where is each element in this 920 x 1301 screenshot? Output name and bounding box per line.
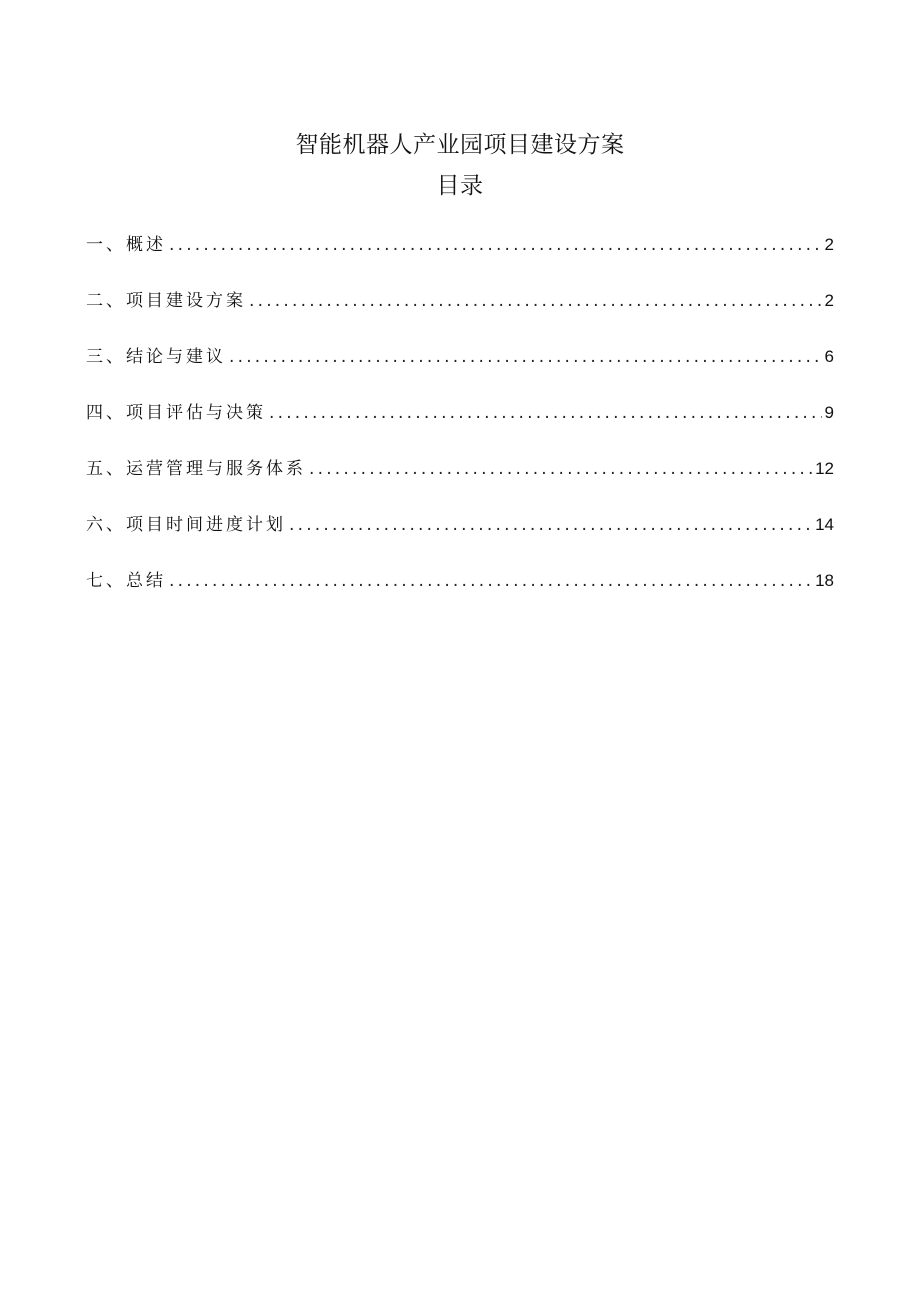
toc-entry-summary[interactable] — [86, 566, 834, 622]
toc-entry-construction-plan[interactable] — [86, 286, 834, 342]
toc-dot-leader — [229, 342, 822, 372]
toc-entry-label: 四、项目评估与决策 — [86, 403, 266, 423]
toc-entry-label: 三、结论与建议 — [86, 347, 226, 367]
toc-entry-label: 六、项目时间进度计划 — [86, 515, 286, 535]
toc-entry-conclusions[interactable] — [86, 342, 834, 398]
toc-page-number: 6 — [824, 347, 834, 366]
toc-dot-leader — [169, 230, 822, 260]
toc-dot-leader — [169, 566, 812, 596]
document-title: 智能机器人产业园项目建设方案 — [295, 132, 625, 158]
toc-dot-leader — [249, 286, 822, 316]
toc-page-number: 18 — [815, 571, 834, 590]
toc-dot-leader — [269, 398, 822, 428]
toc-entry-evaluation[interactable] — [86, 398, 834, 454]
toc-dot-leader — [289, 510, 812, 540]
toc-heading: 目录 — [436, 173, 484, 199]
toc-dot-leader — [309, 454, 812, 484]
toc-page-number: 9 — [824, 403, 834, 422]
toc-page-number: 2 — [824, 235, 834, 254]
toc-entry-schedule[interactable] — [86, 510, 834, 566]
toc-entry-label: 一、概述 — [86, 235, 166, 255]
toc-page-number: 14 — [815, 515, 834, 534]
toc-entry-overview[interactable] — [86, 230, 834, 286]
toc-entry-label: 二、项目建设方案 — [86, 291, 246, 311]
table-of-contents — [86, 230, 834, 622]
toc-page-number: 12 — [815, 459, 834, 478]
toc-entry-label: 五、运营管理与服务体系 — [86, 459, 306, 479]
toc-page-number: 2 — [824, 291, 834, 310]
toc-entry-label: 七、总结 — [86, 571, 166, 591]
toc-entry-operations[interactable] — [86, 454, 834, 510]
